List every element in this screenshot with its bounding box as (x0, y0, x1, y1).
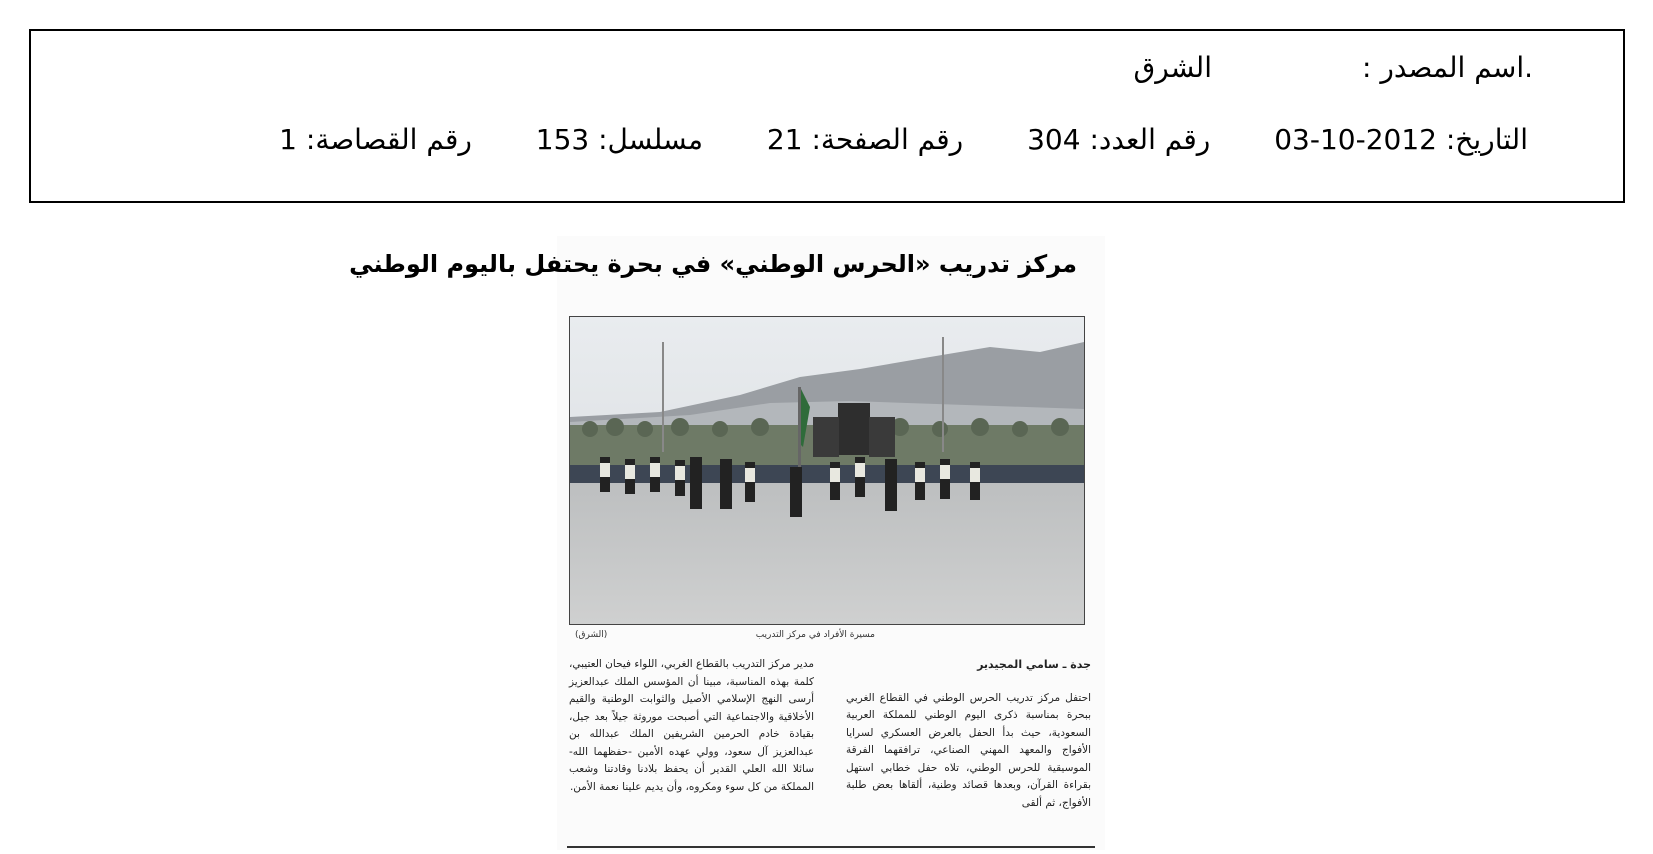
details-row (279, 123, 1528, 156)
date-label: التاريخ: (1445, 123, 1528, 156)
page-label: رقم الصفحة: (811, 123, 964, 156)
page-value: 21 (766, 123, 803, 156)
bottom-divider (567, 846, 1095, 848)
article-column-right (846, 656, 1091, 812)
metadata-box (29, 29, 1625, 203)
article-paragraph-1: احتفل مركز تدريب الحرس الوطني في القطاع الغربي ببحرة بمناسبة ذكرى اليوم الوطني للمملكة العربية السعودية، حيث بدأ الحفل بالعرض العسكري لسرايا الأفواج والمعهد المهني الصناعي، ترافقهما الفرقة الموسيقية للحرس الوطني، تلاه حفل خطابي استهل بقراءة القرآن، وبعدها قصائد وطنية، ألقاها بعض طلبة الأفواج، ثم ألقى (846, 691, 1091, 809)
source-row (1134, 51, 1533, 84)
serial-value: 153 (535, 123, 590, 156)
issue-label: رقم العدد: (1089, 123, 1211, 156)
source-value: الشرق (1133, 51, 1212, 84)
photo-caption: مسيرة الأفراد في مركز التدريب (755, 630, 875, 640)
article-headline: مركز تدريب «الحرس الوطني» في بحرة يحتفل باليوم الوطني (349, 250, 1077, 278)
clip-value: 1 (279, 123, 297, 156)
article-paragraph-2: مدير مركز التدريب بالقطاع الغربي، اللواء فيحان العتيبي، كلمة بهذه المناسبة، مبينا أن المؤسس الملك عبدالعزيز أرسى النهج الإسلامي الأصيل والثوابت الوطنية والقيم الأخلاقية والاجتماعية التي أصبحت موروثة جيلاً بعد جيل، بقيادة خادم الحرمين الشريفين الملك عبدالله بن عبدالعزيز آل سعود، وولي عهده الأمين -حفظهما الله- سائلا الله العلي القدير أن يحفظ بلادنا وقادتنا وشعب المملكة من كل سوء ومكروه، وأن يديم علينا نعمة الأمن. (569, 658, 814, 793)
source-label: .اسم المصدر : (1361, 51, 1533, 84)
newspaper-clipping (349, 236, 1105, 850)
serial-label: مسلسل: (598, 123, 703, 156)
article-column-left (569, 656, 814, 796)
clip-label: رقم القصاصة: (305, 123, 472, 156)
photo-credit: (الشرق) (575, 630, 608, 640)
date-value: 2012-10-03 (1274, 123, 1437, 156)
article-byline: جدة ـ سامي المجيدير (977, 658, 1091, 671)
issue-value: 304 (1027, 123, 1081, 156)
parade-photo (569, 316, 1085, 625)
